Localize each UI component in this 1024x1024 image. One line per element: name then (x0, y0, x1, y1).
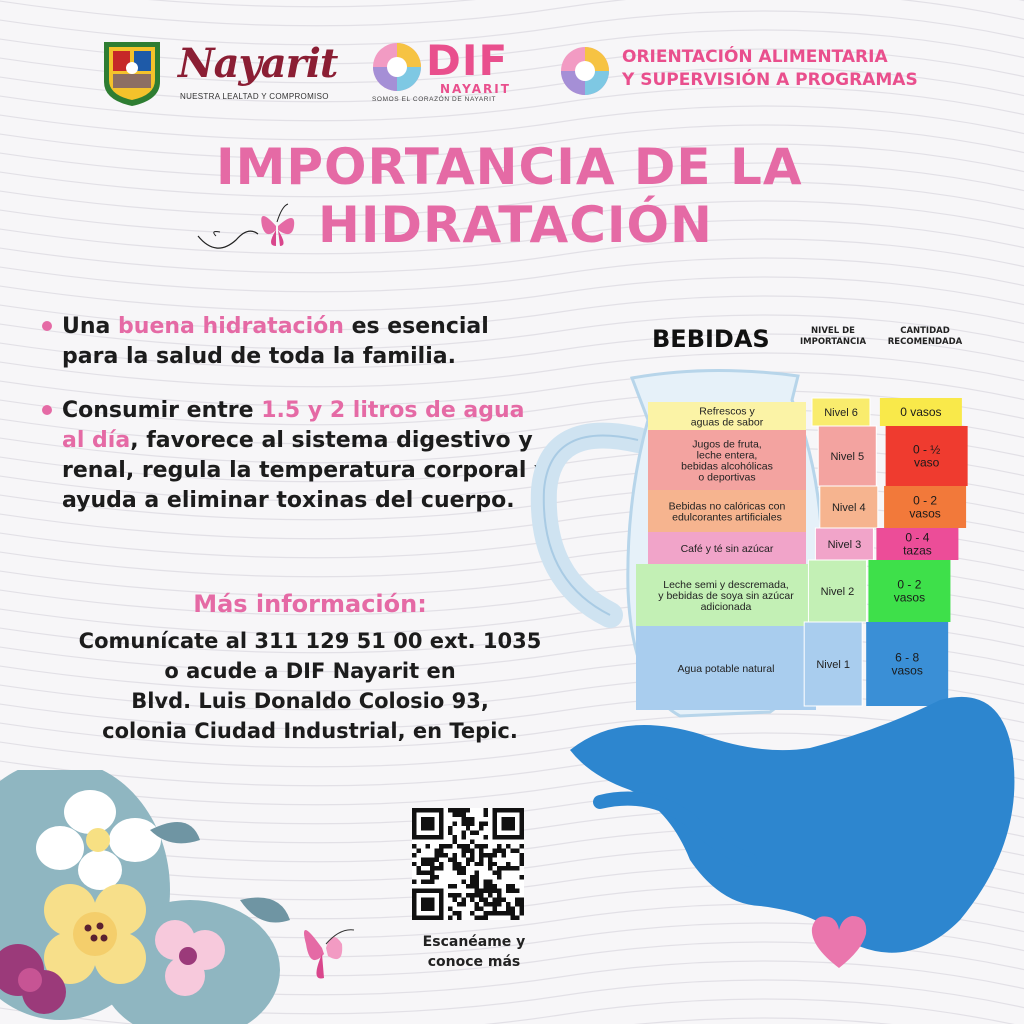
pitcher-infographic (530, 360, 1024, 730)
qr-module (470, 880, 474, 884)
qr-module (457, 871, 461, 875)
program-line1: ORIENTACIÓN ALIMENTARIA (622, 47, 888, 67)
qr-module (461, 871, 465, 875)
chart-header-nivel-line: IMPORTANCIA (799, 337, 867, 347)
qr-module (452, 835, 456, 839)
qr-module (515, 889, 519, 893)
qr-module (475, 862, 479, 866)
qr-module (470, 830, 474, 834)
qr-module (484, 884, 488, 888)
qr-module (488, 911, 492, 915)
info-heading: Más información: (193, 590, 427, 618)
qr-module (448, 808, 452, 812)
chart-header-cantidad (880, 326, 970, 348)
bebida-label: y bebidas de soya sin azúcar (658, 590, 794, 602)
qr-module (470, 875, 474, 879)
qr-module (484, 821, 488, 825)
nivel-label: Nivel 3 (827, 539, 862, 551)
qr-module (416, 866, 420, 870)
nivel-label: Nivel 1 (816, 659, 850, 671)
bebida-label: Refrescos y (699, 405, 755, 418)
bebida-label: Jugos de fruta, (692, 438, 762, 451)
qr-module (425, 862, 429, 866)
qr-module (452, 821, 456, 825)
bebida-label: Leche semi y descremada, (663, 579, 789, 591)
qr-module (416, 848, 420, 852)
bullet-highlight: 1.5 y 2 litros de agua al día (62, 398, 525, 453)
qr-module (484, 844, 488, 848)
qr-module (425, 871, 429, 875)
qr-module (520, 875, 524, 879)
qr-module (470, 839, 474, 843)
wave-line (0, 0, 1024, 28)
qr-module (457, 916, 461, 920)
qr-module (457, 844, 461, 848)
dif-logo (370, 36, 530, 106)
title-line2: HIDRATACIÓN (318, 196, 713, 254)
qr-module (506, 884, 510, 888)
qr-module (488, 889, 492, 893)
qr-module (470, 884, 474, 888)
qr-finder-core (421, 817, 434, 830)
qr-module (475, 889, 479, 893)
wave-line (0, 0, 1024, 9)
bullet-dot (42, 321, 52, 331)
heart-icon (806, 910, 872, 972)
nayarit-wordmark: Nayarit (178, 40, 338, 87)
qr-module (457, 902, 461, 906)
qr-module (448, 916, 452, 920)
bebida-label: Bebidas no calóricas con (668, 500, 786, 513)
qr-module (479, 821, 483, 825)
qr-module (506, 862, 510, 866)
qr-module (434, 853, 438, 857)
qr-module (502, 898, 506, 902)
qr-module (475, 875, 479, 879)
qr-module (511, 889, 515, 893)
qr-module (506, 866, 510, 870)
cantidad-label: vaso (913, 455, 940, 470)
qr-module (520, 898, 524, 902)
qr-caption-line1: Escanéame y (422, 934, 526, 950)
bullet-text-part: es esencial para la salud de toda la familia. (62, 314, 489, 369)
qr-module (421, 862, 425, 866)
qr-module (497, 848, 501, 852)
qr-module (466, 857, 470, 861)
qr-module (452, 862, 456, 866)
qr-module (497, 898, 501, 902)
qr-module (457, 866, 461, 870)
qr-module (520, 857, 524, 861)
qr-module (497, 844, 501, 848)
qr-module (457, 812, 461, 816)
flowers-decoration (0, 770, 300, 1024)
dif-wordmark: DIF (426, 36, 509, 85)
qr-module (443, 853, 447, 857)
bebida-label: bebidas alcohólicas (681, 460, 773, 473)
qr-module (448, 844, 452, 848)
qr-module (475, 884, 479, 888)
qr-module (520, 853, 524, 857)
qr-module (484, 898, 488, 902)
qr-module (520, 907, 524, 911)
cantidad-label: 0 - 2 (913, 493, 938, 508)
qr-finder-core (421, 898, 434, 911)
qr-module (439, 844, 443, 848)
qr-module (425, 844, 429, 848)
qr-module (502, 866, 506, 870)
cantidad-label: vasos (891, 663, 923, 678)
qr-module (470, 853, 474, 857)
qr-module (497, 902, 501, 906)
qr-module (461, 898, 465, 902)
qr-module (511, 907, 515, 911)
qr-module (439, 866, 443, 870)
qr-module (488, 857, 492, 861)
nayarit-shield-icon (100, 38, 164, 108)
bullet-text (62, 312, 552, 372)
qr-module (461, 812, 465, 816)
pitcher-bands (636, 402, 816, 710)
qr-module (457, 808, 461, 812)
qr-module (479, 857, 483, 861)
qr-module (466, 826, 470, 830)
qr-module (484, 916, 488, 920)
qr-module (448, 830, 452, 834)
qr-module (448, 893, 452, 897)
qr-module (430, 857, 434, 861)
qr-module (470, 911, 474, 915)
qr-module (511, 866, 515, 870)
qr-module (493, 907, 497, 911)
qr-module (430, 862, 434, 866)
qr-module (452, 812, 456, 816)
qr-module (479, 844, 483, 848)
qr-module (479, 889, 483, 893)
qr-module (493, 862, 497, 866)
qr-module (434, 848, 438, 852)
cantidad-label: 0 - ½ (912, 442, 941, 457)
qr-module (461, 848, 465, 852)
qr-module (488, 902, 492, 906)
cantidad-label: 0 - 4 (905, 530, 930, 545)
cantidad-bands (866, 398, 967, 706)
qr-module (515, 898, 519, 902)
qr-module (506, 902, 510, 906)
qr-module (475, 880, 479, 884)
qr-module (520, 862, 524, 866)
bebida-label: Agua potable natural (677, 663, 775, 675)
qr-module (461, 880, 465, 884)
qr-module (488, 884, 492, 888)
cantidad-label: tazas (903, 543, 932, 558)
qr-module (511, 884, 515, 888)
bullet-text-part: Una (62, 314, 119, 339)
bullet-hydration (42, 312, 542, 374)
qr-module (461, 830, 465, 834)
qr-module (479, 916, 483, 920)
qr-module (452, 898, 456, 902)
qr-module (493, 889, 497, 893)
bebida-label: leche entera, (696, 449, 758, 462)
qr-module (470, 821, 474, 825)
qr-module (452, 853, 456, 857)
nivel-label: Nivel 5 (830, 451, 865, 463)
program-name (622, 46, 918, 92)
qr-module (475, 871, 479, 875)
qr-module (421, 880, 425, 884)
qr-module (479, 848, 483, 852)
program-swirl-icon (558, 44, 612, 98)
qr-module (448, 826, 452, 830)
dif-swirl-icon (370, 40, 424, 94)
qr-module (484, 880, 488, 884)
qr-module (497, 866, 501, 870)
qr-module (484, 812, 488, 816)
wave-line (0, 258, 1024, 294)
cantidad-label: vasos (909, 506, 941, 521)
qr-module (502, 911, 506, 915)
qr-module (452, 857, 456, 861)
pitcher-handle (544, 436, 638, 615)
qr-module (439, 848, 443, 852)
qr-module (484, 808, 488, 812)
qr-module (466, 893, 470, 897)
cantidad-label: 0 vasos (900, 405, 942, 419)
qr-module (461, 835, 465, 839)
dif-tagline: SOMOS EL CORAZÓN DE NAYARIT (372, 96, 497, 103)
qr-module (502, 853, 506, 857)
qr-module (520, 911, 524, 915)
chart-header-cantidad-line: RECOMENDADA (887, 337, 963, 347)
qr-module (452, 911, 456, 915)
nivel-label: Nivel 6 (824, 407, 858, 419)
qr-module (466, 884, 470, 888)
qr-module (466, 844, 470, 848)
qr-module (461, 808, 465, 812)
qr-module (511, 916, 515, 920)
qr-module (412, 862, 416, 866)
qr-module (448, 857, 452, 861)
qr-module (520, 902, 524, 906)
qr-module (497, 871, 501, 875)
qr-module (475, 907, 479, 911)
bullet-water-intake (42, 396, 549, 548)
program-line2: Y SUPERVISIÓN A PROGRAMAS (622, 70, 918, 90)
qr-module (466, 817, 470, 821)
bebida-label: edulcorantes artificiales (672, 511, 782, 524)
bebida-label: o deportivas (698, 471, 756, 484)
qr-module (466, 808, 470, 812)
qr-module (475, 893, 479, 897)
qr-module (461, 902, 465, 906)
qr-module (452, 884, 456, 888)
bebida-label: Café y té sin azúcar (680, 543, 774, 555)
bullet-text (62, 396, 552, 516)
chart-header-nivel-line: NIVEL DE (811, 326, 855, 336)
qr-module (434, 875, 438, 879)
qr-module (452, 839, 456, 843)
qr-module (412, 853, 416, 857)
bullet-text-part: , favorece al sistema digestivo y renal, regula la temperatura corporal y ayuda a eliminar toxinas del cuerpo. (62, 428, 549, 513)
qr-module (470, 893, 474, 897)
nayarit-tagline: NUESTRA LEALTAD Y COMPROMISO (180, 92, 329, 101)
qr-module (484, 889, 488, 893)
qr-module (466, 848, 470, 852)
qr-module (457, 911, 461, 915)
qr-module (470, 898, 474, 902)
qr-module (475, 844, 479, 848)
qr-module (461, 853, 465, 857)
qr-module (470, 817, 474, 821)
chart-header-nivel (794, 326, 872, 348)
qr-module (493, 853, 497, 857)
info-line: Comunícate al 311 129 51 00 ext. 1035 (78, 629, 542, 653)
blue-swoosh-shape (560, 690, 1020, 970)
qr-module (479, 893, 483, 897)
info-line: o acude a DIF Nayarit en (164, 659, 456, 683)
qr-caption-line2: conoce más (427, 954, 521, 970)
qr-module (470, 857, 474, 861)
qr-module (430, 871, 434, 875)
qr-module (479, 826, 483, 830)
qr-module (506, 889, 510, 893)
qr-module (466, 862, 470, 866)
qr-module (488, 893, 492, 897)
qr-module (457, 862, 461, 866)
nivel-label: Nivel 2 (820, 586, 855, 598)
qr-module (484, 835, 488, 839)
qr-module (515, 916, 519, 920)
cantidad-label: 0 - 2 (897, 577, 922, 592)
cantidad-label: vasos (893, 590, 926, 605)
qr-module (443, 844, 447, 848)
qr-module (430, 880, 434, 884)
qr-module (493, 898, 497, 902)
qr-module (452, 808, 456, 812)
qr-module (452, 893, 456, 897)
qr-module (497, 911, 501, 915)
qr-module (475, 902, 479, 906)
qr-module (461, 821, 465, 825)
pink-butterfly-icon (292, 908, 362, 986)
qr-module (479, 898, 483, 902)
info-line: colonia Ciudad Industrial, en Tepic. (102, 719, 518, 743)
qr-caption (404, 932, 544, 972)
nivel-label: Nivel 4 (831, 502, 866, 514)
bebida-label: adicionada (700, 601, 752, 613)
qr-module (430, 875, 434, 879)
qr-module (470, 848, 474, 852)
bullet-text-part: Consumir entre (62, 398, 262, 423)
qr-module (511, 911, 515, 915)
qr-module (484, 911, 488, 915)
qr-module (421, 857, 425, 861)
qr-module (439, 853, 443, 857)
qr-module (493, 871, 497, 875)
qr-module (488, 866, 492, 870)
bebida-label: aguas de sabor (690, 416, 764, 429)
program-logo (558, 42, 978, 100)
chart-header-cantidad-line: CANTIDAD (900, 326, 950, 336)
qr-module (425, 880, 429, 884)
chart-header-bebidas: BEBIDAS (652, 325, 770, 353)
qr-module (479, 862, 483, 866)
qr-module (506, 907, 510, 911)
butterfly-icon (196, 196, 306, 256)
qr-module (412, 880, 416, 884)
qr-module (466, 821, 470, 825)
qr-module (511, 848, 515, 852)
cantidad-label: 6 - 8 (895, 650, 920, 665)
qr-module (497, 889, 501, 893)
title-line1: IMPORTANCIA DE LA (216, 138, 803, 196)
info-body (40, 626, 580, 746)
qr-module (439, 862, 443, 866)
qr-module (475, 830, 479, 834)
qr-module (515, 902, 519, 906)
qr-module (520, 844, 524, 848)
qr-module (475, 916, 479, 920)
qr-module (457, 893, 461, 897)
qr-module (488, 853, 492, 857)
qr-module (448, 884, 452, 888)
qr-module (461, 817, 465, 821)
qr-module (434, 857, 438, 861)
wave-line (0, 277, 1024, 313)
qr-module (479, 907, 483, 911)
bullet-highlight: buena hidratación (118, 314, 344, 339)
wave-line (0, 106, 1024, 142)
qr-module (461, 844, 465, 848)
qr-module (493, 911, 497, 915)
qr-module (515, 866, 519, 870)
qr-module (479, 853, 483, 857)
qr-module (488, 880, 492, 884)
qr-module (421, 871, 425, 875)
qr-module (484, 853, 488, 857)
qr-module (430, 866, 434, 870)
qr-module (425, 857, 429, 861)
qr-code[interactable] (412, 808, 524, 920)
dif-subtitle: NAYARIT (440, 82, 511, 96)
qr-module (497, 875, 501, 879)
bullet-dot (42, 405, 52, 415)
qr-finder-core (502, 817, 515, 830)
qr-module (493, 902, 497, 906)
qr-module (502, 848, 506, 852)
qr-module (448, 907, 452, 911)
qr-module (506, 844, 510, 848)
qr-module (461, 866, 465, 870)
qr-module (412, 844, 416, 848)
qr-module (493, 848, 497, 852)
qr-module (452, 866, 456, 870)
qr-module (493, 884, 497, 888)
qr-module (506, 911, 510, 915)
qr-module (484, 902, 488, 906)
qr-module (416, 871, 420, 875)
qr-module (497, 893, 501, 897)
qr-module (488, 862, 492, 866)
info-line: Blvd. Luis Donaldo Colosio 93, (131, 689, 489, 713)
qr-module (434, 866, 438, 870)
nayarit-logo (100, 38, 338, 108)
qr-module (515, 848, 519, 852)
